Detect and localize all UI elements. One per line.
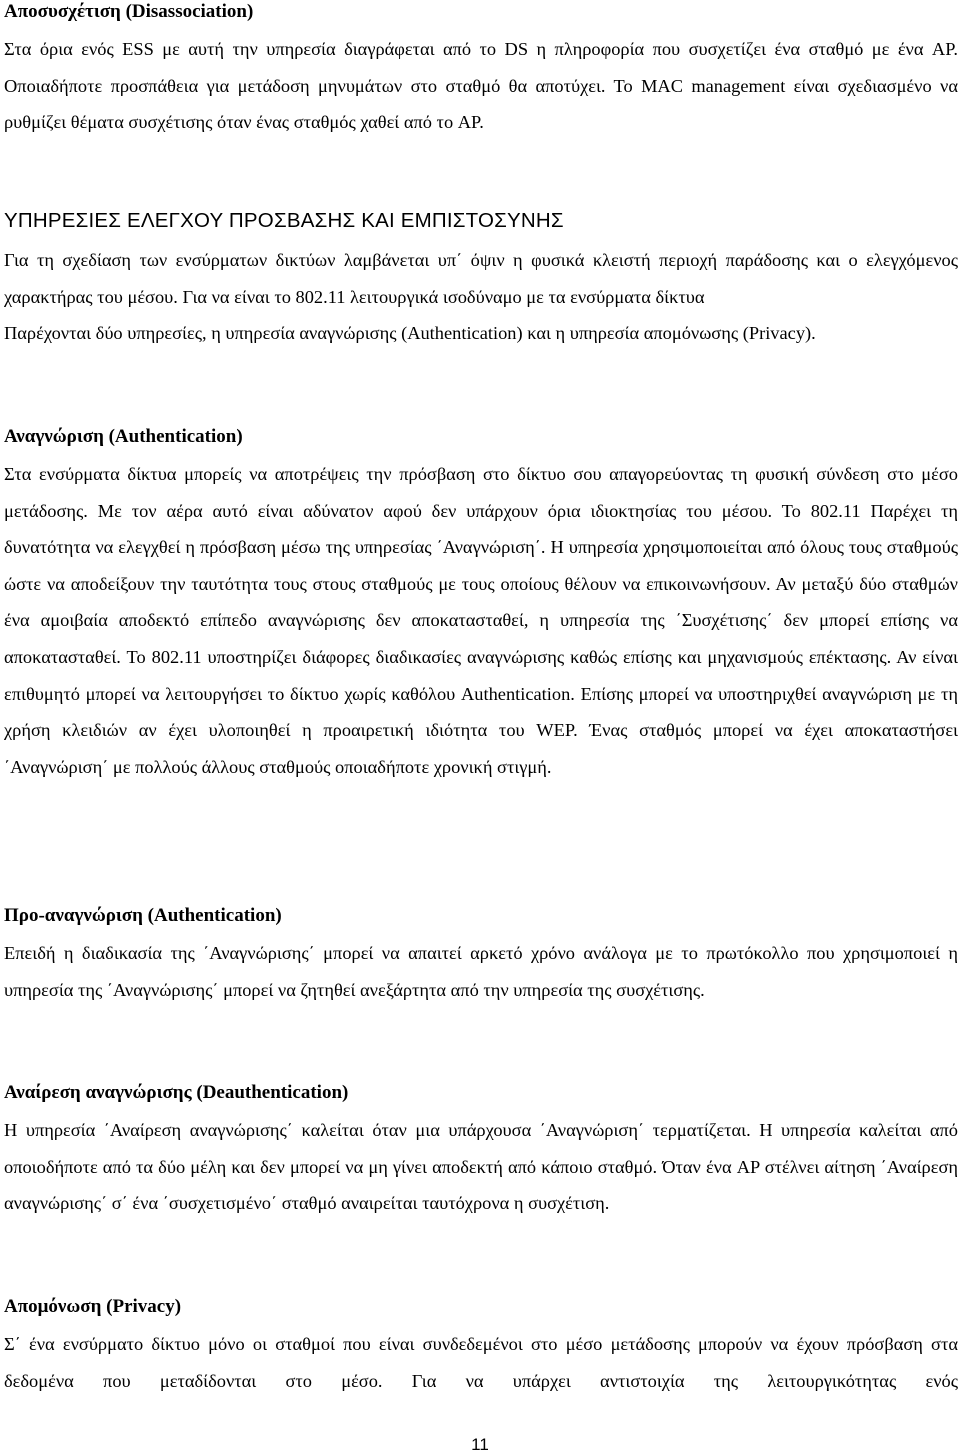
section-deauthentication — [4, 1081, 958, 1222]
section-paragraph: Στα όρια ενός ESS με αυτή την υπηρεσία διαγράφεται από το DS η πληροφορία που συσχετίζει ένα σταθμό με ένα AP. Οποιαδήποτε προσπάθεια για μετάδοση μηνυμάτων στο σταθμό θα αποτύχει. Το MAC management είναι σχεδιασμένο να ρυθμίζει θέματα συσχέτισης όταν ένας σταθμός χαθεί από το AP. — [4, 39, 958, 133]
page-number: 11 — [471, 1435, 489, 1454]
section-heading: Αποσυσχέτιση (Disassociation) — [4, 1, 254, 22]
section-pre-authentication — [4, 904, 958, 1008]
section-heading: Προ-αναγνώριση (Authentication) — [4, 905, 282, 926]
section-paragraph: Σ΄ ένα ενσύρματο δίκτυο μόνο οι σταθμοί που είναι συνδεδεμένοι στο μέσο μετάδοσης μπορούν να έχουν πρόσβαση στα δεδομένα που μεταδίδονται στο μέσο. Για να υπάρχει αντιστοιχία της λειτουργικότητας ενός — [4, 1334, 958, 1391]
section-heading: Αναίρεση αναγνώρισης (Deauthentication) — [4, 1082, 349, 1103]
section-heading: ΥΠΗΡΕΣΙΕΣ ΕΛΕΓΧΟΥ ΠΡΟΣΒΑΣΗΣ ΚΑΙ ΕΜΠΙΣΤΟΣΥΝΗΣ — [4, 209, 564, 232]
section-heading: Αναγνώριση (Authentication) — [4, 426, 243, 447]
section-paragraph: Η υπηρεσία ΄Αναίρεση αναγνώρισης΄ καλείται όταν μια υπάρχουσα ΄Αναγνώριση΄ τερματίζεται. Η υπηρεσία καλείται από οποιοδήποτε από τα δύο μέλη και δεν μπορεί να μη γίνει αποδεκτή από κάποιο σταθμό. Όταν ένα AP στέλνει αίτηση ΄Αναίρεση αναγνώρισης΄ σ΄ ένα ΄συσχετισμένο΄ σταθμό αναιρείται ταυτόχρονα η συσχέτιση. — [4, 1120, 958, 1214]
section-authentication — [4, 425, 958, 785]
section-paragraph: Για τη σχεδίαση των ενσύρματων δικτύων λαμβάνεται υπ΄ όψιν η φυσικά κλειστή περιοχή παράδοσης και ο ελεγχόμενος χαρακτήρας του μέσου. Για να είναι το 802.11 λειτουργικά ισοδύναμο με τα ενσύρματα δίκτυα — [4, 250, 958, 307]
section-paragraph: Στα ενσύρματα δίκτυα μπορείς να αποτρέψεις την πρόσβαση στο δίκτυο σου απαγορεύοντας τη φυσική σύνδεση στο μέσο μετάδοσης. Με τον αέρα αυτό είναι αδύνατον αφού δεν υπάρχουν όρια ιδιοκτησίας του μέσου. Το 802.11 Παρέχει τη δυνατότητα να ελεγχθεί η πρόσβαση μέσω της υπηρεσίας ΄Αναγνώριση΄. Η υπηρεσία χρησιμοποιείται από όλους τους σταθμούς ώστε να αποδείξουν την ταυτότητα τους στους σταθμούς με τους οποίους θέλουν να επικοινωνήσουν. Αν μεταξύ δύο σταθμών ένα αμοιβαία αποδεκτό επίπεδο αναγνώρισης δεν αποκατασταθεί, η υπηρεσία της ΄Συσχέτισης΄ δεν μπορεί επίσης να αποκατασταθεί. Το 802.11 υποστηρίζει διάφορες διαδικασίες αναγνώρισης καθώς επίσης και μηχανισμούς επέκτασης. Αν είναι επιθυμητό μπορεί να λειτουργήσει το δίκτυο χωρίς καθόλου Authentication. Επίσης μπορεί να υποστηριχθεί αναγνώριση με τη χρήση κλειδιών αν έχει υλοποιηθεί η προαιρετική ιδιότητα του WEP. Ένας σταθμός μπορεί να έχει αποκαταστήσει ΄Αναγνώριση΄ με πολλούς άλλους σταθμούς οποιαδήποτε χρονική στιγμή. — [4, 464, 958, 777]
section-access-control — [4, 207, 958, 352]
section-disassociation — [4, 0, 958, 141]
section-paragraph: Επειδή η διαδικασία της ΄Αναγνώρισης΄ μπορεί να απαιτεί αρκετό χρόνο ανάλογα με το πρωτόκολλο που χρησιμοποιεί η υπηρεσία της ΄Αναγνώρισης΄ μπορεί να ζητηθεί ανεξάρτητα από την υπηρεσία της συσχέτισης. — [4, 943, 958, 1000]
section-privacy — [4, 1295, 958, 1399]
section-paragraph: Παρέχονται δύο υπηρεσίες, η υπηρεσία αναγνώρισης (Authentication) και η υπηρεσία απομόνωσης (Privacy). — [4, 323, 816, 344]
section-heading: Απομόνωση (Privacy) — [4, 1296, 182, 1317]
